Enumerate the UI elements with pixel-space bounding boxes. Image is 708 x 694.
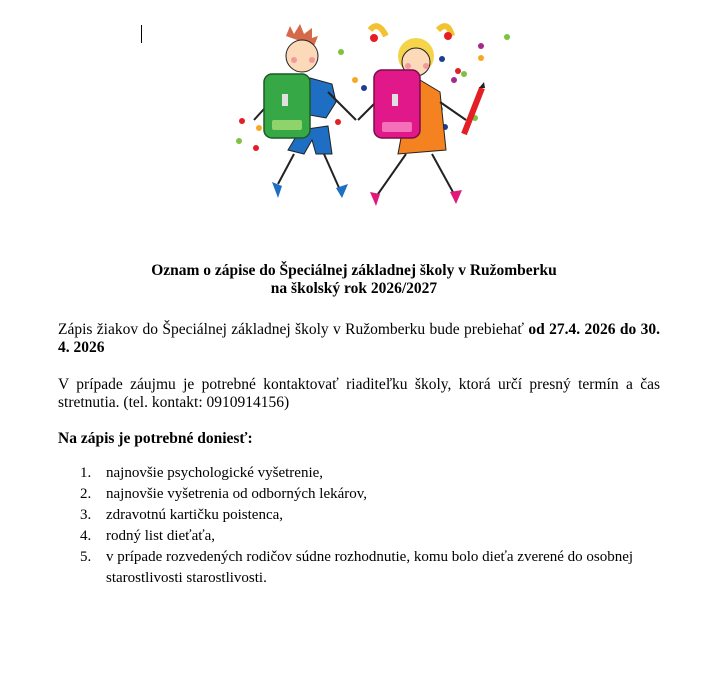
enrollment-dates-paragraph xyxy=(58,321,660,357)
text-cursor xyxy=(141,25,142,43)
contact-paragraph: V prípade záujmu je potrebné kontaktovať riaditeľku školy, ktorá určí presný termín a čas stretnutia. (tel. kontakt: 0910914156) xyxy=(58,376,660,411)
list-item xyxy=(80,484,670,505)
enrollment-dates: od 27.4. 2026 do 30. 4. 2026 xyxy=(58,321,660,356)
title-line-1: Oznam o zápise do Špeciálnej základnej školy v Ružomberku xyxy=(151,262,557,279)
list-text: najnovšie psychologické vyšetrenie, xyxy=(106,465,324,481)
list-number: 3. xyxy=(80,507,92,523)
list-text: najnovšie vyšetrenia od odborných lekárov, xyxy=(106,486,368,502)
girl-figure xyxy=(358,26,485,206)
list-text: zdravotnú kartičku poistenca, xyxy=(106,507,284,523)
list-item xyxy=(80,463,670,484)
list-text: v prípade rozvedených rodičov súdne rozhodnutie, komu bolo dieťa zverené do osobnej starostlivosti starostlivosti. xyxy=(106,549,634,586)
list-item xyxy=(80,526,670,547)
list-item xyxy=(80,547,670,589)
list-number: 2. xyxy=(80,486,92,502)
list-item xyxy=(80,505,670,526)
title-line-2: na školský rok 2026/2027 xyxy=(270,280,438,297)
list-number: 1. xyxy=(80,465,92,481)
list-text: rodný list dieťaťa, xyxy=(106,528,216,544)
requirements-heading: Na zápis je potrebné doniesť: xyxy=(58,430,253,447)
list-number: 5. xyxy=(80,549,92,565)
children-walking-illustration xyxy=(228,22,524,218)
enrollment-text: Zápis žiakov do Špeciálnej základnej školy v Ružomberku bude prebiehať xyxy=(58,321,529,338)
list-number: 4. xyxy=(80,528,92,544)
announcement-title xyxy=(58,262,650,298)
requirements-list xyxy=(80,463,670,589)
